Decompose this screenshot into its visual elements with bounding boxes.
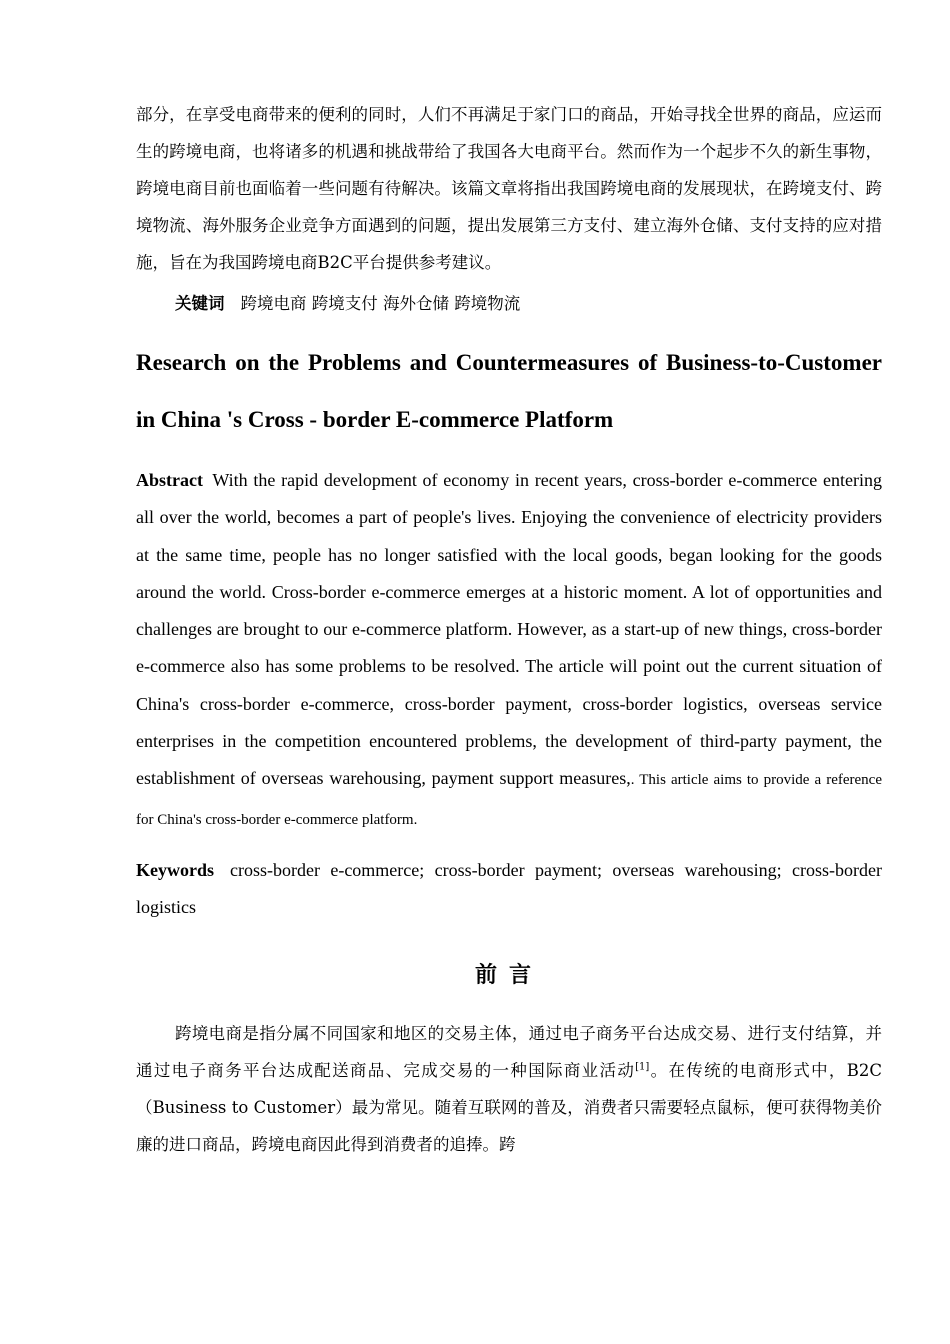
english-keywords-value: cross-border e-commerce; cross-border payment; overseas warehousing; cross-border logistics — [136, 859, 882, 918]
preface-text-after-cite: 。在传统的电商形式中，B2C（Business to Customer）最为常见。随着互联网的普及，消费者只需要轻点鼠标，便可获得物美价廉的进口商品，跨境电商因此得到消费者的追捧。跨 — [136, 1060, 882, 1154]
english-abstract-small-text: . This article aims to provide a reference for China's cross-border e-commerce platform. — [136, 772, 882, 828]
english-title: Research on the Problems and Countermeasures of Business-to-Customer in China 's Cross - border E-commerce Platform — [136, 350, 882, 432]
chinese-abstract-text: 部分，在享受电商带来的便利的同时，人们不再满足于家门口的商品，开始寻找全世界的商品，应运而生的跨境电商，也将诸多的机遇和挑战带给了我国各大电商平台。然而作为一个起步不久的新生事物，跨境电商目前也面临着一些问题有待解决。该篇文章将指出我国跨境电商的发展现状，在跨境支付、跨境物流、海外服务企业竞争方面遇到的问题，提出发展第三方支付、建立海外仓储、支付支持的应对措施，旨在为我国跨境电商B2C平台提供参考建议。 — [136, 105, 882, 272]
english-keywords — [136, 852, 882, 927]
citation-marker[interactable]: [1] — [635, 1061, 650, 1073]
document-page — [136, 96, 882, 1163]
preface-heading: 前言 — [474, 961, 543, 988]
chinese-keywords-label: 关键词 — [175, 294, 225, 313]
preface-paragraph — [136, 1015, 882, 1163]
chinese-keywords — [136, 285, 882, 322]
english-abstract-text: With the rapid development of economy in recent years, cross-border e-commerce entering all over the world, becomes a part of people's lives. Enjoying the convenience of electricity providers at the same time, people has no longer satisfied with the local goods, began looking for the goods around the world. Cross-border e-commerce emerges at a historic moment. A lot of opportunities and challenges are brought to our e-commerce platform. However, as a start-up of new things, cross-border e-commerce also has some problems to be resolved. The article will point out the current situation of China's cross-border e-commerce, cross-border payment, cross-border logistics, overseas service enterprises in the competition encountered problems, the development of third-party payment, the establishment of overseas warehousing, payment support measures, — [136, 470, 882, 789]
english-abstract-label: Abstract — [136, 470, 203, 490]
english-keywords-label: Keywords — [136, 859, 214, 880]
chinese-keywords-value: 跨境电商 跨境支付 海外仓储 跨境物流 — [240, 294, 521, 313]
preface-text-before-cite: 跨境电商是指分属不同国家和地区的交易主体，通过电子商务平台达成交易、进行支付结算，并通过电子商务平台达成配送商品、完成交易的一种国际商业活动 — [136, 1023, 882, 1080]
english-abstract — [136, 462, 882, 839]
